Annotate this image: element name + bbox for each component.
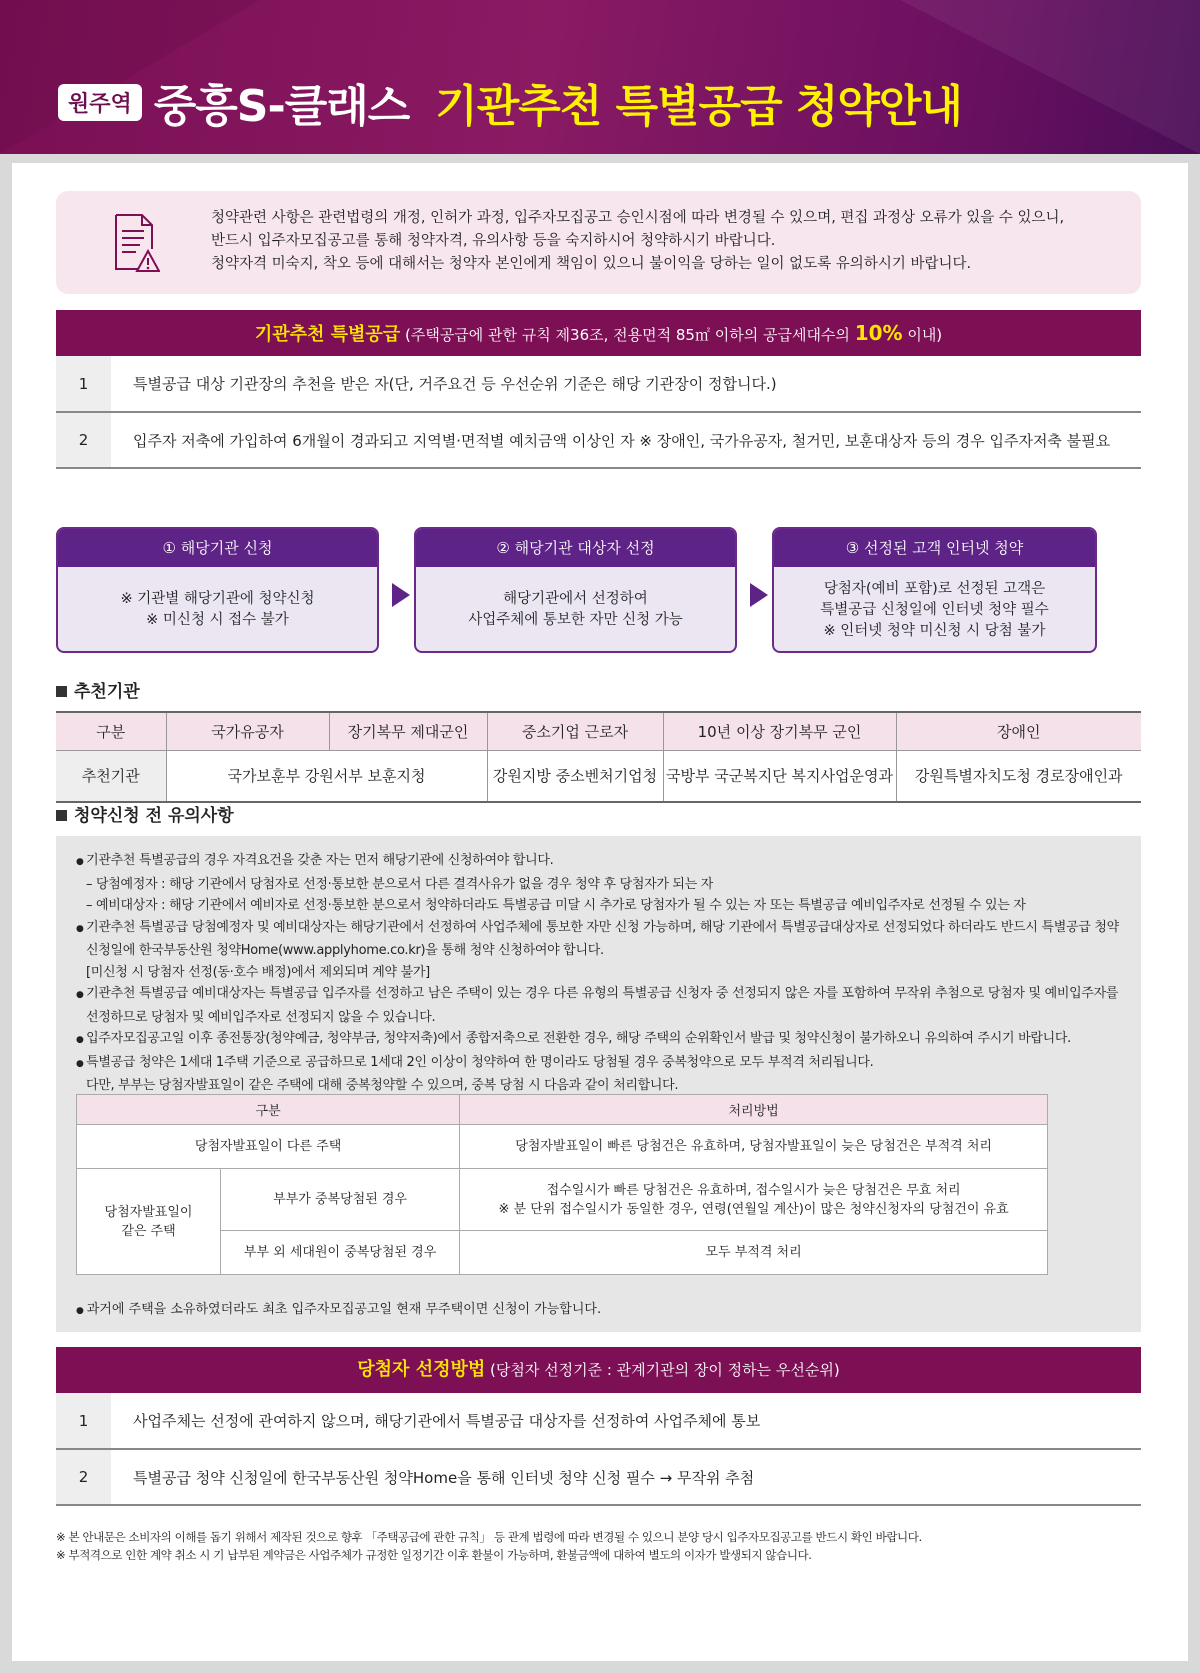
caution-box [56,836,1141,1332]
winner-header: 당첨자 선정방법 (당첨자 선정기준 : 관계기관의 장이 정하는 우선순위) [56,1347,1141,1393]
table-row: 당첨자발표일이 다른 주택 당첨자발표일이 빠른 당첨건은 유효하며, 당첨자발표일이 늦은 당첨건은 부적격 처리 [77,1125,1048,1169]
arrow-icon [750,583,768,607]
table-row: 2 입주자 저축에 가입하여 6개월이 경과되고 지역별·면적별 예치금액 이상인 자 ※ 장애인, 국가유공자, 철거민, 보훈대상자 등의 경우 입주자저축 불필요 [56,412,1141,468]
table-row: 추천기관 국가보훈부 강원서부 보훈지청 강원지방 중소벤처기업청 국방부 국군복지단 복지사업운영과 강원특별자치도청 경로장애인과 [56,750,1141,802]
table-row: 1 특별공급 대상 기관장의 추천을 받은 자(단, 거주요건 등 우선순위 기준은 해당 기관장이 정합니다.) [56,356,1141,412]
recommend-table: 구분 국가유공자 장기복무 제대군인 중소기업 근로자 10년 이상 장기복무 군인 장애인 추천기관 국가보훈부 강원서부 보훈지청 강원지방 중소벤처기업청 국방부 국군복지단 복지사업운영과 강원특별자치도청 경로장애인과 [56,711,1141,803]
table-row: 1 사업주체는 선정에 관여하지 않으며, 해당기관에서 특별공급 대상자를 선정하여 사업주체에 통보 [56,1393,1141,1449]
page-title: 기관추천 특별공급 청약안내 [435,81,962,132]
winner-table [56,1393,1141,1506]
step-1: ① 해당기관 신청 ※ 기관별 해당기관에 청약신청 ※ 미신청 시 접수 불가 [56,527,379,653]
special-supply-header: 기관추천 특별공급 (주택공급에 관한 규칙 제36조, 전용면적 85㎡ 이하의 공급세대수의 10% 이내) [56,310,1141,356]
header-banner [0,0,1200,154]
brand-name: 중흥S-클래스 [153,81,410,132]
caution-title: 청약신청 전 유의사항 [56,801,234,826]
footnotes: ※ 본 안내문은 소비자의 이해를 돕기 위해서 제작된 것으로 향후 「주택공급에 관한 규칙」 등 관계 법령에 따라 변경될 수 있으니 분양 당시 입주자모집공고를 반드시 확인 바랍니다. ※ 부적격으로 인한 계약 취소 시 기 납부된 계약금은 사업주체가 규정한 일정기간 이후 환불이 가능하며, 환불금액에 대하여 별도의 이자가 발생되지 않습니다. [56,1530,922,1562]
document-warning-icon [112,213,160,273]
table-row: 2 특별공급 청약 신청일에 한국부동산원 청약Home을 통해 인터넷 청약 신청 필수 → 무작위 추첨 [56,1449,1141,1505]
step-2: ② 해당기관 대상자 선정 해당기관에서 선정하여 사업주체에 통보한 자만 신청 가능 [414,527,737,653]
arrow-icon [392,583,410,607]
notice-box [56,191,1141,294]
table-row: 부부 외 세대원이 중복당첨된 경우 모두 부적격 처리 [77,1231,1048,1275]
duplicate-table: 구분 처리방법 당첨자발표일이 다른 주택 당첨자발표일이 빠른 당첨건은 유효하며, 당첨자발표일이 늦은 당첨건은 부적격 처리 당첨자발표일이 같은 주택 부부가 중복당첨된 경우 접수일시가 빠른 당첨건은 유효하며, 접수일시가 늦은 당첨건은 무효 처리 ※ 분 단위 접수일시가 동일한 경우, 연령(연월일 계산)이 많은 청약신청자의 당첨건이 유효 부부 외 세대원이 중복당첨된 경우 모두 부적격 처리 [76,1094,1048,1275]
caution-footer: ● 과거에 주택을 소유하였더라도 최초 입주자모집공고일 현재 무주택이면 신청이 가능합니다. [76,1298,601,1317]
notice-text: 청약관련 사항은 관련법령의 개정, 인허가 과정, 입주자모집공고 승인시점에 따라 변경될 수 있으며, 편집 과정상 오류가 있을 수 있으니, 반드시 입주자모집공고를 통해 청약자격, 유의사항 등을 숙지하시어 청약하시기 바랍니다. 청약자격 미숙지, 착오 등에 대해서는 청약자 본인에게 책임이 있으니 불이익을 당하는 일이 없도록 유의하시기 바랍니다. [211,210,1065,272]
process-steps [56,527,1141,653]
step-3: ③ 선정된 고객 인터넷 청약 당첨자(예비 포함)로 선정된 고객은 특별공급 신청일에 인터넷 청약 필수 ※ 인터넷 청약 미신청 시 당첨 불가 [772,527,1097,653]
recommend-title: 추천기관 [56,677,140,702]
location-badge: 원주역 [58,84,142,121]
content-paper [12,163,1188,1661]
caution-list: ● 기관추천 특별공급의 경우 자격요건을 갖춘 자는 먼저 해당기관에 신청하여야 합니다. – 당첨예정자 : 해당 기관에서 당첨자로 선정·통보한 분으로서 다른 결격사유가 없을 경우 청약 후 당첨자가 되는 자 – 예비대상자 : 해당 기관에서 예비자로 선정·통보한 분으로서 청약하더라도 특별공급 미달 시 추가로 당첨자가 될 수 있는 자 또는 특별공급 예비입주자로 선정될 수 있는 자 ● 기관추천 특별공급 당첨예정자 및 예비대상자는 해당기관에서 선정하여 사업주체에 통보한 자만 신청 가능하며, 해당 기관에서 특별공급대상자로 선정되었다 하더라도 반드시 특별공급 청약 신청일에 한국부동산원 청약Home(www.applyhome.co.kr)을 통해 청약 신청하여야 합니다. [미신청 시 당첨자 선정(동·호수 배정)에서 제외되며 계약 불가] ● 기관추천 특별공급 예비대상자는 특별공급 입주자를 선정하고 남은 주택이 있는 경우 다른 유형의 특별공급 신청자 중 선정되지 않은 자를 포함하여 무작위 추첨으로 당첨자 및 예비입주자를 선정하므로 당첨자 및 예비입주자로 선정되지 않을 수 있습니다. ● 입주자모집공고일 이후 종전통장(청약예금, 청약부금, 청약저축)에서 종합저축으로 전환한 경우, 해당 주택의 순위확인서 발급 및 청약신청이 불가하오니 유의하여 주시기 바랍니다. ● 특별공급 청약은 1세대 1주택 기준으로 공급하므로 1세대 2인 이상이 청약하여 한 명이라도 당첨될 경우 중복청약으로 모두 부적격 처리됩니다. 다만, 부부는 당첨자발표일이 같은 주택에 대해 중복청약할 수 있으며, 중복 당첨 시 다음과 같이 처리합니다. [76,850,1126,1097]
special-supply-table [56,356,1141,469]
table-row: 당첨자발표일이 같은 주택 부부가 중복당첨된 경우 접수일시가 빠른 당첨건은 유효하며, 접수일시가 늦은 당첨건은 무효 처리 ※ 분 단위 접수일시가 동일한 경우, 연령(연월일 계산)이 많은 청약신청자의 당첨건이 유효 [77,1169,1048,1231]
